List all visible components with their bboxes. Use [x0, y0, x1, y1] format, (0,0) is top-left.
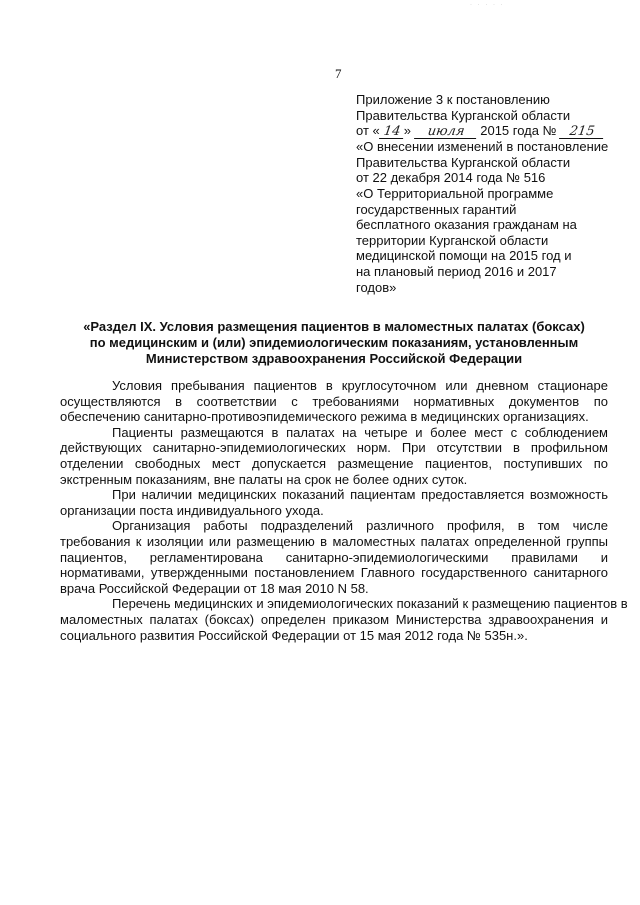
annex-line: годов» [356, 279, 397, 295]
paragraph-line: пациентов, регламентирована санитарно-эпидемиологическими правилами и [60, 549, 608, 565]
annex-line: на плановый период 2016 и 2017 [356, 263, 557, 279]
date-suffix: 2015 года № [480, 123, 557, 139]
paragraph-line: экстренным показаниям, вне палаты на срок не более одних суток. [60, 471, 468, 487]
page-number: 7 [335, 66, 342, 81]
annex-line: от 22 декабря 2014 года № 516 [356, 170, 546, 186]
section-title [60, 319, 608, 366]
annex-line: «О внесении изменений в постановление [356, 139, 609, 155]
date-prefix: от « [356, 123, 380, 139]
annex-line: медицинской помощи на 2015 год и [356, 248, 572, 264]
handwritten-month: июля [414, 125, 478, 139]
paragraph-line: действующих санитарно-эпидемиологических норм. При отсутствии в профильном [60, 440, 608, 456]
annex-line: территории Курганской области [356, 232, 549, 248]
paragraph [60, 518, 608, 596]
annex-line: государственных гарантий [356, 201, 517, 217]
handwritten-number: 215 [559, 125, 605, 139]
paragraph-line: отделении свободных мест допускается размещение пациентов, поступивших по [60, 455, 608, 471]
paragraph-line: Перечень медицинских и эпидемиологических показаний к размещению пациентов в [112, 596, 628, 612]
annex-header [356, 92, 626, 295]
paragraph-line: врача Российской Федерации от 18 мая 2010 N 58. [60, 580, 369, 596]
paragraph-line: обеспечению санитарно-противоэпидемического режима в медицинских организациях. [60, 409, 589, 425]
date-mid: » [403, 123, 411, 139]
annex-line: бесплатного оказания гражданам на [356, 217, 577, 233]
paragraph [60, 378, 608, 425]
paragraph-line: организации поста индивидуального ухода. [60, 502, 324, 518]
annex-line: Правительства Курганской области [356, 154, 571, 170]
annex-line: Правительства Курганской области [356, 107, 571, 123]
section-title-line: по медицинским и (или) эпидемиологическим показаниям, установленным [89, 334, 579, 350]
paragraph-line: маломестных палатах (боксах) определен приказом Министерства здравоохранения и [60, 611, 608, 627]
paragraph [60, 596, 628, 643]
paragraph-line: осуществляются в соответствии с требованиями нормативных документов по [60, 393, 608, 409]
paragraph-line: Пациенты размещаются в палатах на четыре и более мест с соблюдением [112, 424, 608, 440]
paragraph-line: требования к изоляции или размещению в маломестных палатах определенной группы [60, 533, 608, 549]
scan-marks: · · · · · [470, 2, 505, 8]
paragraph [60, 487, 608, 518]
annex-date-line [356, 123, 626, 139]
annex-line: Приложение 3 к постановлению [356, 92, 550, 107]
body-text [60, 378, 628, 643]
paragraph-line: Условия пребывания пациентов в круглосуточном или дневном стационаре [112, 378, 608, 393]
annex-line: «О Территориальной программе [356, 185, 554, 201]
paragraph-line: Организация работы подразделений различного профиля, в том числе [112, 518, 608, 534]
section-title-line: «Раздел IX. Условия размещения пациентов в маломестных палатах (боксах) [83, 319, 585, 334]
paragraph-line: При наличии медицинских показаний пациентам предоставляется возможность [112, 487, 608, 503]
paragraph-line: социального развития Российской Федерации от 15 мая 2012 года № 535н.». [60, 627, 528, 643]
section-title-line: Министерством здравоохранения Российской Федерации [145, 350, 523, 366]
handwritten-day: 14 [379, 125, 405, 139]
paragraph [60, 425, 608, 487]
paragraph-line: нормативами, утвержденными постановлением Главного государственного санитарного [60, 565, 608, 581]
